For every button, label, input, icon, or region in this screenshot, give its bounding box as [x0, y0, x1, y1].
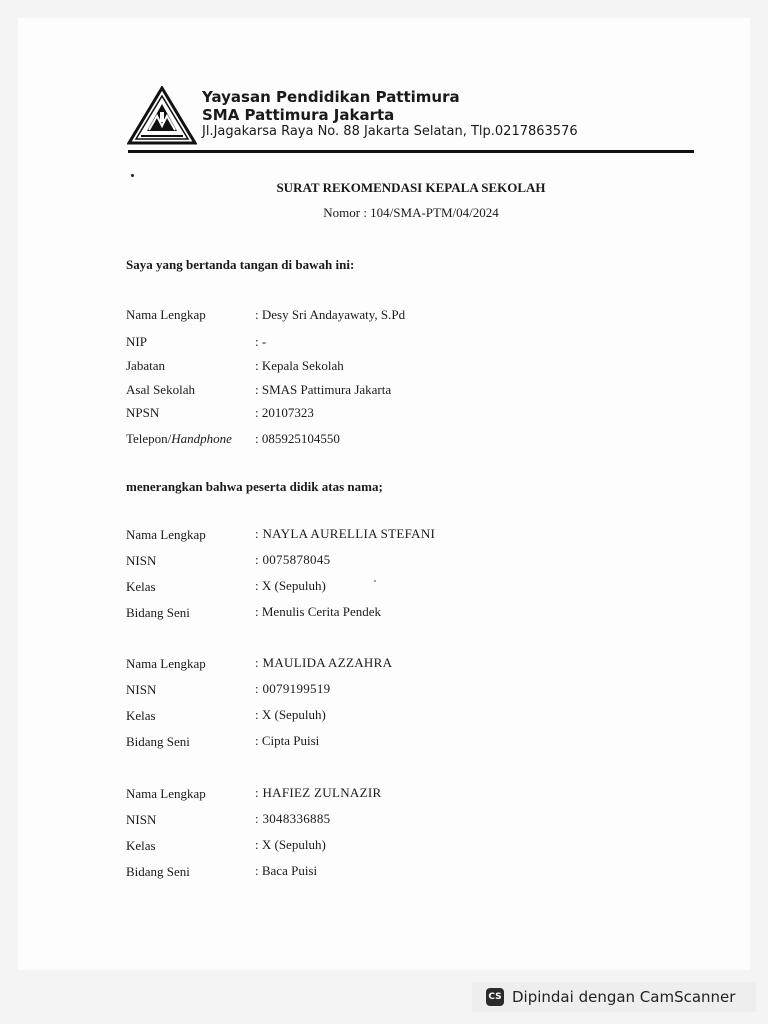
scan-speck: [374, 580, 376, 582]
student-label: Nama Lengkap: [126, 527, 206, 542]
student-value: : Baca Puisi: [255, 863, 318, 878]
student-label: Kelas: [126, 708, 156, 723]
student-label: Bidang Seni: [126, 864, 190, 879]
school-address: Jl.Jagakarsa Raya No. 88 Jakarta Selatan, Tlp.0217863576: [202, 124, 578, 139]
student-value: : Menulis Cerita Pendek: [255, 604, 382, 619]
signer-value: : SMAS Pattimura Jakarta: [255, 382, 392, 397]
student-value: : X (Sepuluh): [255, 837, 326, 852]
student-value: : 0075878045: [255, 552, 331, 567]
student-label: Kelas: [126, 579, 156, 594]
student-value: : HAFIEZ ZULNAZIR: [255, 785, 382, 800]
signer-value: : Desy Sri Andayawaty, S.Pd: [255, 307, 406, 322]
signer-label: Asal Sekolah: [126, 382, 195, 397]
signer-label: Nama Lengkap: [126, 307, 206, 322]
signer-label-phone: [126, 431, 232, 447]
header-divider: [128, 150, 694, 153]
student-value: : 0079199519: [255, 681, 331, 696]
school-name: SMA Pattimura Jakarta: [202, 106, 395, 124]
camscanner-icon: CS: [486, 988, 504, 1006]
camscanner-watermark: [472, 982, 756, 1012]
student-label: NISN: [126, 812, 157, 827]
foundation-name: Yayasan Pendidikan Pattimura: [202, 88, 460, 106]
signer-value: : 085925104550: [255, 431, 340, 446]
letter-title: SURAT REKOMENDASI KEPALA SEKOLAH: [276, 180, 546, 195]
student-label: Kelas: [126, 838, 156, 853]
student-value: : X (Sepuluh): [255, 578, 326, 593]
student-value: : X (Sepuluh): [255, 707, 326, 722]
student-label: Nama Lengkap: [126, 656, 206, 671]
signer-label: Jabatan: [126, 358, 165, 373]
camscanner-text: Dipindai dengan CamScanner: [512, 988, 736, 1006]
signer-label: NIP: [126, 334, 147, 349]
student-value: : 3048336885: [255, 811, 331, 826]
intro-text: Saya yang bertanda tangan di bawah ini:: [126, 257, 355, 272]
student-value: : NAYLA AURELLIA STEFANI: [255, 526, 436, 541]
student-label: Bidang Seni: [126, 605, 190, 620]
student-value: : Cipta Puisi: [255, 733, 320, 748]
student-label: NISN: [126, 553, 157, 568]
phone-label-prefix: Telepon/: [126, 431, 172, 446]
student-label: NISN: [126, 682, 157, 697]
signer-value: : -: [255, 334, 267, 349]
student-label: Nama Lengkap: [126, 786, 206, 801]
phone-label-italic: Handphone: [171, 431, 232, 446]
mid-text: menerangkan bahwa peserta didik atas nama;: [126, 479, 383, 494]
letter-number: Nomor : 104/SMA-PTM/04/2024: [323, 205, 499, 220]
student-label: Bidang Seni: [126, 734, 190, 749]
school-emblem-icon: [127, 86, 197, 146]
signer-value: : Kepala Sekolah: [255, 358, 344, 373]
student-value: : MAULIDA AZZAHRA: [255, 655, 393, 670]
signer-value: : 20107323: [255, 405, 314, 420]
scan-speck: [131, 174, 134, 177]
signer-label: NPSN: [126, 405, 160, 420]
